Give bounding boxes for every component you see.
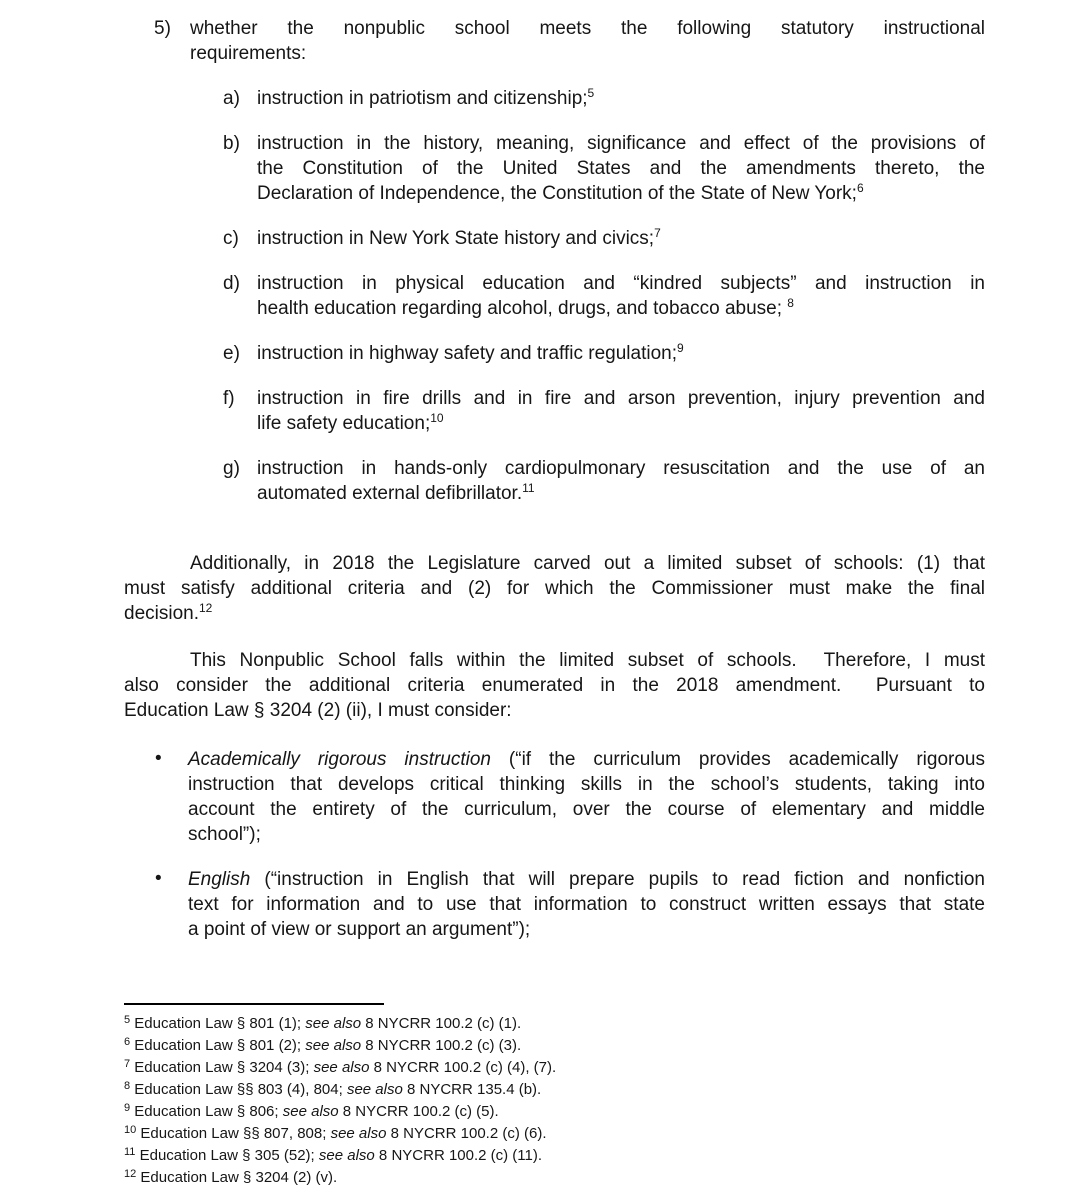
- text-run: 8 NYCRR 100.2 (c) (5).: [338, 1103, 499, 1120]
- footnote-ref: 9: [677, 341, 684, 355]
- text-run: automated external defibrillator.: [257, 483, 523, 504]
- text-run: health education regarding alcohol, drugs, and tobacco abuse;: [257, 298, 788, 319]
- bullet-icon: •: [155, 748, 162, 769]
- list-marker: a): [223, 88, 240, 109]
- text-run: Education Law § 806;: [134, 1103, 283, 1120]
- footnote: [124, 1145, 985, 1167]
- italic-lead: English: [188, 869, 251, 890]
- text-line: whether the nonpublic school meets the following statutory instructional: [190, 18, 985, 39]
- footnote-number: 9: [124, 1102, 131, 1114]
- text-line: a point of view or support an argument”);: [188, 919, 531, 940]
- footnote-ref: 11: [522, 481, 535, 495]
- text-line: [188, 747, 985, 772]
- text-line: Additionally, in 2018 the Legislature carved out a limited subset of schools: (1) that: [190, 553, 985, 574]
- footnote: [124, 1057, 985, 1079]
- text-line: This Nonpublic School falls within the limited subset of schools. Therefore, I must: [190, 650, 985, 671]
- text-run: Education Law § 801 (1);: [134, 1015, 306, 1032]
- footnote: [124, 1013, 985, 1035]
- footnote-ref: 5: [587, 86, 595, 100]
- text-run: instruction in patriotism and citizenship;: [257, 88, 588, 109]
- text-line: school”);: [188, 824, 261, 845]
- bullet-item-academically-rigorous: [124, 747, 985, 847]
- text-line: requirements:: [190, 43, 307, 64]
- text-run: Education Law § 801 (2);: [134, 1037, 306, 1054]
- sub-item-g: [124, 456, 985, 506]
- paragraph-additionally: [124, 551, 985, 626]
- footnote-separator: [124, 1003, 384, 1005]
- footnote-ref: 8: [787, 296, 794, 310]
- text-line: [257, 296, 985, 321]
- text-line: also consider the additional criteria enumerated in the 2018 amendment. Pursuant to: [124, 675, 985, 696]
- text-line: [257, 481, 985, 506]
- italic-run: see also: [305, 1015, 362, 1032]
- footnotes-section: [124, 1013, 985, 1189]
- list-marker: c): [223, 228, 239, 249]
- text-line: [257, 226, 985, 251]
- text-run: instruction in New York State history and civics;: [257, 228, 655, 249]
- text-line: [257, 341, 985, 366]
- italic-run: see also: [346, 1081, 403, 1098]
- text-line: must satisfy additional criteria and (2) for which the Commissioner must make the final: [124, 578, 985, 599]
- text-line: text for information and to use that information to construct written essays that state: [188, 894, 985, 915]
- text-line: [188, 867, 985, 892]
- text-line: the Constitution of the United States and the amendments thereto, the: [257, 158, 985, 179]
- footnote-number: 7: [124, 1058, 131, 1070]
- text-line: [257, 411, 985, 436]
- sub-item-f: [124, 386, 985, 436]
- footnote: [124, 1035, 985, 1057]
- footnote-number: 12: [124, 1168, 137, 1180]
- footnote: [124, 1167, 985, 1189]
- numbered-item-5: [124, 16, 985, 66]
- text-run: 8 NYCRR 100.2 (c) (4), (7).: [369, 1059, 557, 1076]
- text-run: decision.: [124, 603, 199, 624]
- text-run: (“instruction in English that will prepare pupils to read fiction and nonfiction: [250, 869, 985, 890]
- sub-item-e: [124, 341, 985, 366]
- text-run: 8 NYCRR 135.4 (b).: [402, 1081, 542, 1098]
- text-run: 8 NYCRR 100.2 (c) (3).: [361, 1037, 522, 1054]
- italic-run: see also: [330, 1125, 387, 1142]
- footnote-ref: 7: [654, 226, 661, 240]
- text-line: [257, 86, 985, 111]
- text-line: Education Law § 3204 (2) (ii), I must consider:: [124, 700, 512, 721]
- text-run: (“if the curriculum provides academically rigorous: [491, 749, 985, 770]
- text-line: [257, 181, 985, 206]
- text-run: life safety education;: [257, 413, 431, 434]
- text-run: Education Law § 3204 (3);: [134, 1059, 314, 1076]
- text-run: 8 NYCRR 100.2 (c) (11).: [374, 1147, 543, 1164]
- italic-run: see also: [282, 1103, 339, 1120]
- footnote: [124, 1101, 985, 1123]
- footnote-number: 8: [124, 1080, 131, 1092]
- list-marker: d): [223, 273, 240, 294]
- footnote-number: 6: [124, 1036, 131, 1048]
- italic-run: see also: [318, 1147, 375, 1164]
- sub-item-b: [124, 131, 985, 206]
- text-line: instruction that develops critical thinking skills in the school’s students, taking into: [188, 774, 985, 795]
- footnote-ref: 12: [199, 601, 213, 615]
- text-run: 8 NYCRR 100.2 (c) (1).: [361, 1015, 522, 1032]
- footnote-ref: 10: [430, 411, 444, 425]
- list-marker: f): [223, 388, 235, 409]
- text-run: Declaration of Independence, the Constitution of the State of New York;: [257, 183, 857, 204]
- text-line: account the entirety of the curriculum, over the course of elementary and middle: [188, 799, 985, 820]
- text-run: 8 NYCRR 100.2 (c) (6).: [386, 1125, 547, 1142]
- text-line: instruction in fire drills and in fire and arson prevention, injury prevention and: [257, 388, 985, 409]
- sub-item-d: [124, 271, 985, 321]
- text-line: instruction in the history, meaning, significance and effect of the provisions of: [257, 133, 985, 154]
- text-run: Education Law § 305 (52);: [139, 1147, 319, 1164]
- list-marker: b): [223, 133, 240, 154]
- text-run: Education Law § 3204 (2) (v).: [140, 1169, 338, 1186]
- sub-item-a: [124, 86, 985, 111]
- text-run: Education Law §§ 803 (4), 804;: [134, 1081, 347, 1098]
- italic-lead: Academically rigorous instruction: [188, 749, 492, 770]
- footnote: [124, 1123, 985, 1145]
- text-run: instruction in highway safety and traffic regulation;: [257, 343, 677, 364]
- paragraph-nonpublic-school: [124, 648, 985, 723]
- footnote-number: 5: [124, 1014, 131, 1026]
- italic-run: see also: [305, 1037, 362, 1054]
- italic-run: see also: [313, 1059, 370, 1076]
- text-line: instruction in hands-only cardiopulmonary resuscitation and the use of an: [257, 458, 985, 479]
- bullet-icon: •: [155, 868, 162, 889]
- footnote: [124, 1079, 985, 1101]
- list-marker: g): [223, 458, 240, 479]
- list-marker: 5): [154, 18, 171, 39]
- footnote-ref: 6: [856, 181, 864, 195]
- footnote-number: 11: [124, 1146, 136, 1158]
- list-marker: e): [223, 343, 240, 364]
- footnote-number: 10: [124, 1124, 137, 1136]
- bullet-item-english: [124, 867, 985, 942]
- text-line: [124, 601, 985, 626]
- text-line: instruction in physical education and “kindred subjects” and instruction in: [257, 273, 985, 294]
- sub-item-c: [124, 226, 985, 251]
- text-run: Education Law §§ 807, 808;: [140, 1125, 331, 1142]
